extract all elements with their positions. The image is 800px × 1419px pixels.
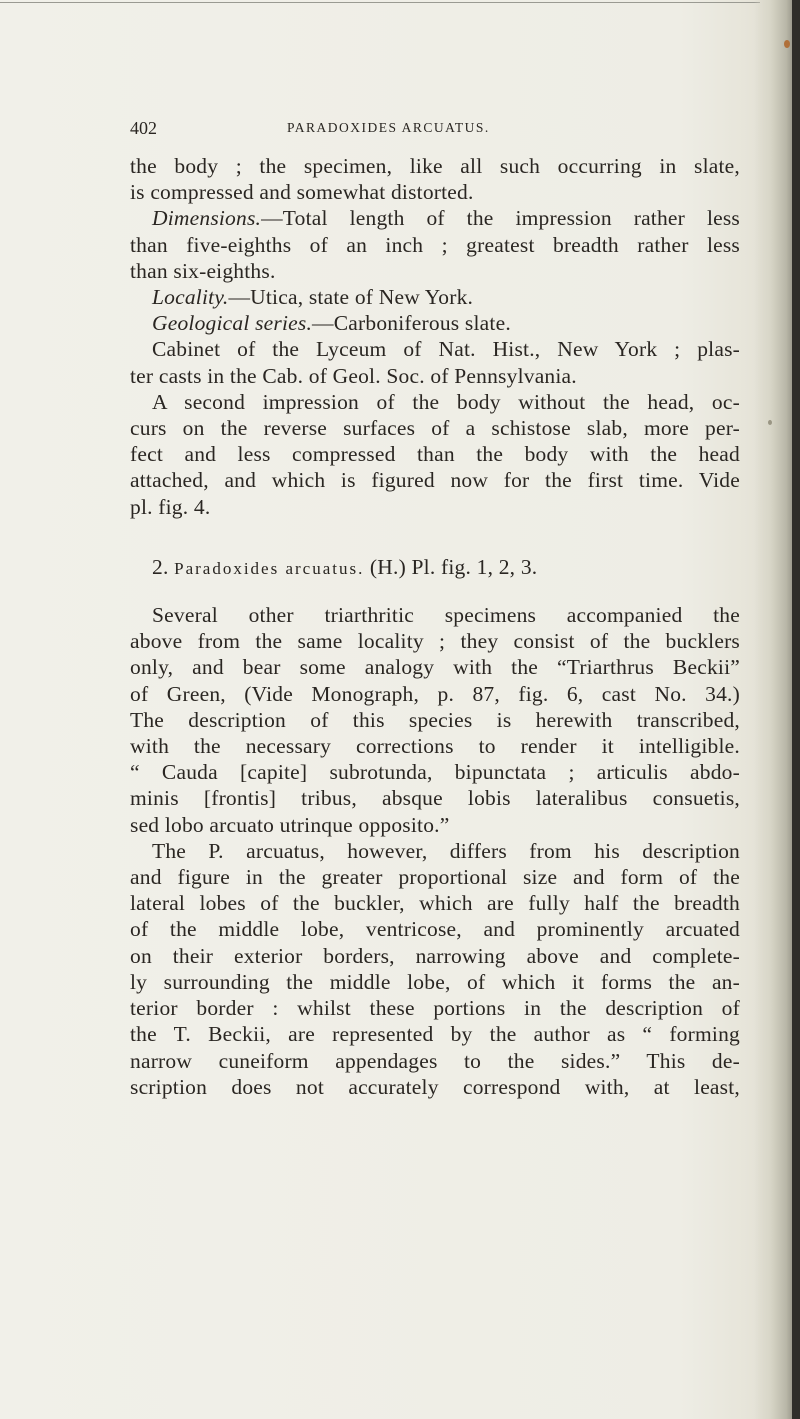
dimensions-label: Dimensions.	[152, 206, 262, 231]
text-line: only, and bear some analogy with the “Triarthrus Beckii”	[130, 655, 740, 680]
text-line: scription does not accurately correspond with, at least,	[130, 1074, 740, 1099]
text-line: sed lobo arcuato utrinque opposito.”	[130, 812, 450, 837]
dimensions-text: —Total length of the impression rather less	[261, 206, 740, 231]
section-reference: (H.) Pl. fig. 1, 2, 3.	[369, 554, 538, 579]
geological-series-text: —Carboniferous slate.	[312, 311, 511, 336]
text-line: Cabinet of the Lyceum of Nat. Hist., New York ; plas-	[152, 337, 740, 362]
text-line: lateral lobes of the buckler, which are fully half the breadth	[130, 891, 740, 916]
stain-spot	[768, 420, 772, 425]
text-line: curs on the reverse surfaces of a schistose slab, more per-	[130, 416, 740, 441]
text-line: narrow cuneiform appendages to the sides.” This de-	[130, 1048, 740, 1073]
text-line: on their exterior borders, narrowing above and complete-	[130, 943, 740, 968]
stain-spot	[784, 40, 790, 48]
text-line: “ Cauda [capite] subrotunda, bipunctata ; articulis abdo-	[130, 760, 740, 785]
text-line: than five-eighths of an inch ; greatest breadth rather less	[130, 232, 740, 257]
binding-edge	[792, 0, 800, 1419]
text-line: with the necessary corrections to render it intelligible.	[130, 734, 740, 759]
text-line: terior border : whilst these portions in the description of	[130, 996, 740, 1021]
body-text	[130, 153, 740, 1100]
text-line	[130, 310, 740, 336]
text-line: ly surrounding the middle lobe, of which it forms the an-	[130, 969, 740, 994]
text-line: of the middle lobe, ventricose, and prominently arcuated	[130, 917, 740, 942]
text-line: The P. arcuatus, however, differs from his description	[152, 838, 740, 863]
text-line: ter casts in the Cab. of Geol. Soc. of Pennsylvania.	[130, 363, 577, 388]
running-head: PARADOXIDES ARCUATUS.	[287, 120, 490, 135]
text-line: and figure in the greater proportional size and form of the	[130, 865, 740, 890]
locality-text: —Utica, state of New York.	[228, 285, 474, 310]
section-number: 2.	[152, 554, 169, 579]
text-line: The description of this species is herewith transcribed,	[130, 707, 740, 732]
text-line	[130, 205, 740, 231]
text-line: the body ; the specimen, like all such occurring in slate,	[130, 154, 740, 178]
text-line: pl. fig. 4.	[130, 494, 211, 519]
text-line: is compressed and somewhat distorted.	[130, 180, 474, 205]
text-line: Several other triarthritic specimens accompanied the	[152, 603, 740, 628]
text-line: minis [frontis] tribus, absque lobis lateralibus consuetis,	[130, 786, 740, 811]
text-line: fect and less compressed than the body with the head	[130, 442, 740, 467]
top-edge-rule	[0, 2, 760, 3]
text-line: above from the same locality ; they consist of the bucklers	[130, 629, 740, 654]
page-header	[130, 116, 690, 140]
page-number: 402	[130, 118, 157, 138]
text-line: of Green, (Vide Monograph, p. 87, fig. 6, cast No. 34.)	[130, 681, 740, 706]
text-line: than six-eighths.	[130, 258, 276, 283]
text-line	[130, 284, 740, 310]
species-name: Paradoxides arcuatus.	[174, 558, 365, 578]
geological-series-label: Geological series.	[152, 311, 313, 336]
text-line: A second impression of the body without the head, oc-	[152, 389, 740, 414]
text-line: the T. Beckii, are represented by the author as “ forming	[130, 1022, 740, 1047]
text-line: attached, and which is figured now for the first time. Vide	[130, 468, 740, 493]
locality-label: Locality.	[152, 285, 229, 310]
section-heading	[130, 554, 740, 582]
